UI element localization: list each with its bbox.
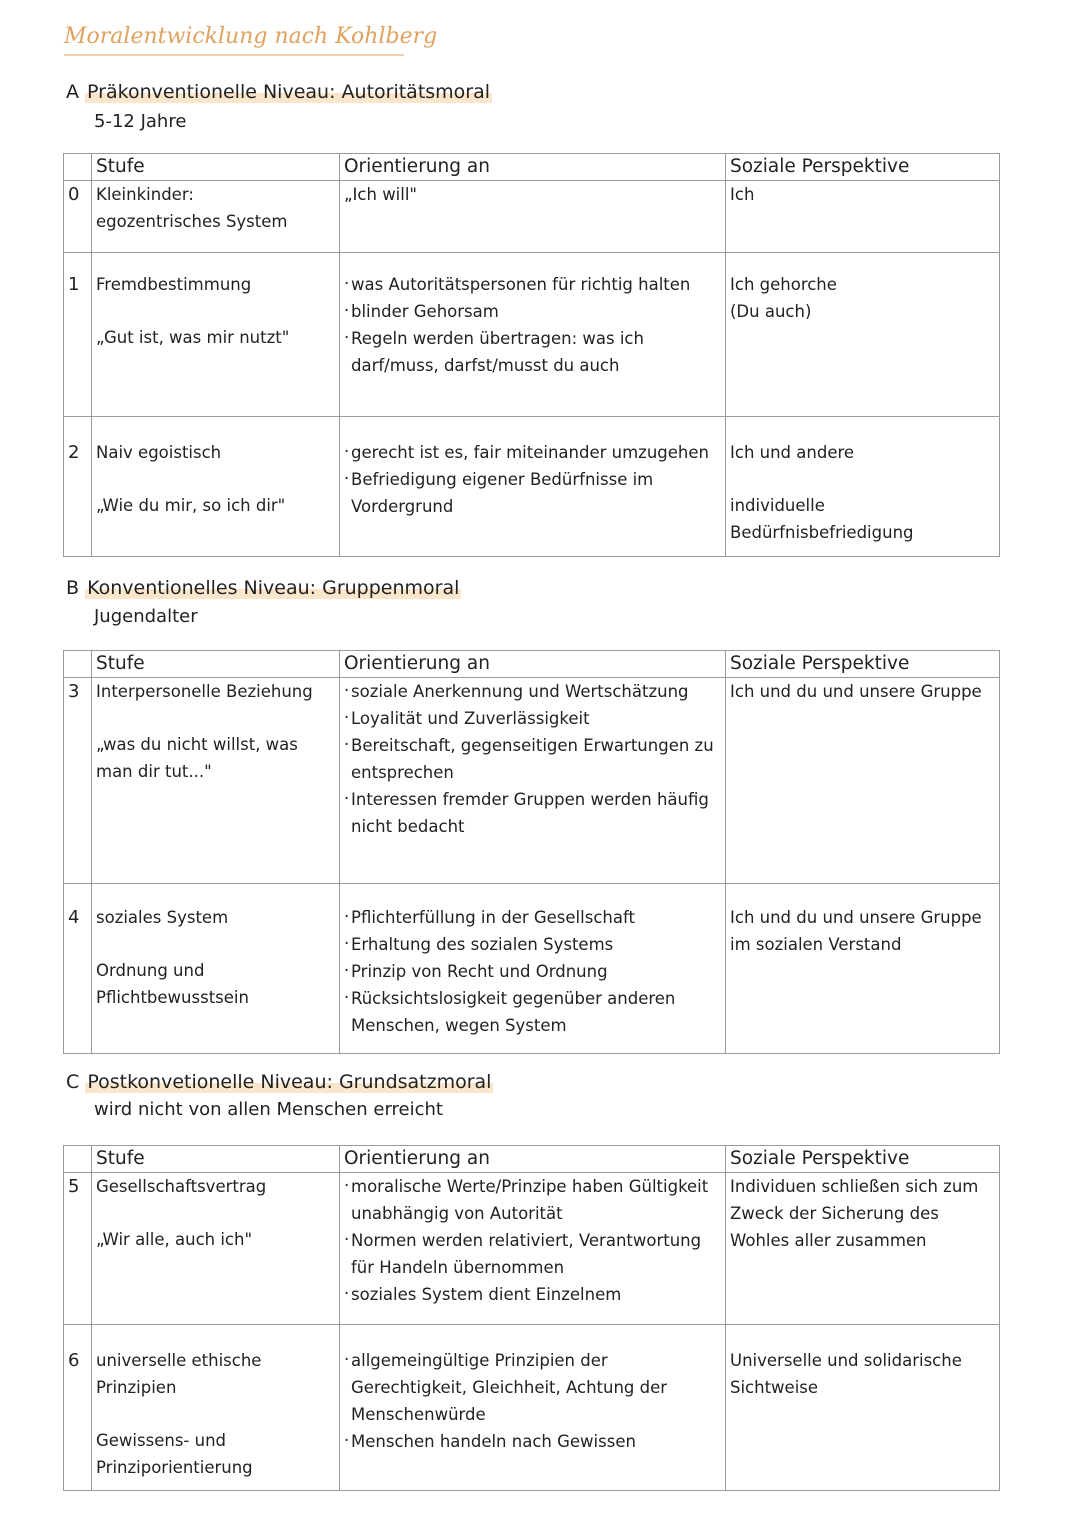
header-orientierung: Orientierung an xyxy=(340,154,726,181)
orientierung-cell xyxy=(340,417,726,557)
stufe-number: 4 xyxy=(64,884,92,1054)
table-row xyxy=(64,678,1000,884)
perspektive-cell xyxy=(726,253,1000,417)
level-a-heading xyxy=(66,78,492,106)
level-letter: C xyxy=(66,1071,80,1093)
perspektive-cell xyxy=(726,1173,1000,1325)
stufe-name: Interpersonelle Beziehung xyxy=(96,682,313,701)
header-stufe: Stufe xyxy=(92,651,340,678)
level-name: Präkonventionelle Niveau: Autoritätsmoral xyxy=(87,81,491,103)
table-level-b xyxy=(63,650,1000,1054)
orientierung-item: · Bereitschaft, gegenseitigen Erwartungen zu entsprechen xyxy=(344,732,721,786)
orientierung-item: · Pflichterfüllung in der Gesellschaft xyxy=(344,904,721,931)
orientierung-cell xyxy=(340,884,726,1054)
stufe-quote: „Wir alle, auch ich" xyxy=(96,1230,253,1249)
perspektive-text: Individuen schließen sich zum Zweck der Sicherung des Wohles aller zusammen xyxy=(730,1177,979,1250)
table-row xyxy=(64,181,1000,253)
table-header-row xyxy=(64,651,1000,678)
perspektive-cell xyxy=(726,884,1000,1054)
perspektive-text: Ich und andere xyxy=(730,443,855,462)
table-row xyxy=(64,884,1000,1054)
header-perspektive: Soziale Perspektive xyxy=(726,651,1000,678)
perspektive-text: (Du auch) xyxy=(730,302,812,321)
orientierung-item: · soziales System dient Einzelnem xyxy=(344,1281,721,1308)
orientierung-item: · Befriedigung eigener Bedürfnisse im Vordergrund xyxy=(344,466,721,520)
stufe-number: 2 xyxy=(64,417,92,557)
orientierung-item: · Normen werden relativiert, Verantwortung für Handeln übernommen xyxy=(344,1227,721,1281)
perspektive-cell xyxy=(726,181,1000,253)
orientierung-item: · Rücksichtslosigkeit gegenüber anderen Menschen, wegen System xyxy=(344,985,721,1039)
perspektive-cell xyxy=(726,1325,1000,1491)
perspektive-text: Ich gehorche xyxy=(730,275,837,294)
orientierung-item: · soziale Anerkennung und Wertschätzung xyxy=(344,678,721,705)
stufe-cell xyxy=(92,1173,340,1325)
table-header-row xyxy=(64,1146,1000,1173)
orientierung-cell xyxy=(340,253,726,417)
stufe-name: Gesellschaftsvertrag xyxy=(96,1177,267,1196)
orientierung-item: · Menschen handeln nach Gewissen xyxy=(344,1428,721,1455)
stufe-name: Naiv egoistisch xyxy=(96,443,222,462)
table-row xyxy=(64,253,1000,417)
header-num xyxy=(64,1146,92,1173)
stufe-number: 1 xyxy=(64,253,92,417)
table-level-a xyxy=(63,153,1000,557)
perspektive-text: Universelle und solidarische Sichtweise xyxy=(730,1351,962,1397)
level-letter: A xyxy=(66,81,79,103)
orientierung-cell xyxy=(340,1325,726,1491)
level-c-sub: wird nicht von allen Menschen erreicht xyxy=(94,1099,443,1120)
orientierung-cell xyxy=(340,181,726,253)
perspektive-text: Ich und du und unsere Gruppe xyxy=(730,682,982,701)
orientierung-item: · Regeln werden übertragen: was ich darf/muss, darfst/musst du auch xyxy=(344,325,721,379)
stufe-name: universelle ethische Prinzipien xyxy=(96,1351,262,1397)
perspektive-cell xyxy=(726,678,1000,884)
level-b-heading xyxy=(66,574,461,602)
stufe-quote: „Wie du mir, so ich dir" xyxy=(96,496,286,515)
header-stufe: Stufe xyxy=(92,1146,340,1173)
stufe-quote: „Gut ist, was mir nutzt" xyxy=(96,328,290,347)
orientierung-text: „Ich will" xyxy=(344,185,418,204)
perspektive-text: Ich xyxy=(730,185,755,204)
table-row xyxy=(64,1173,1000,1325)
level-c-heading xyxy=(66,1068,493,1096)
table-row xyxy=(64,1325,1000,1491)
level-a-sub: 5-12 Jahre xyxy=(94,111,187,132)
level-letter: B xyxy=(66,577,80,599)
stufe-cell xyxy=(92,181,340,253)
stufe-name: Fremdbestimmung xyxy=(96,275,252,294)
header-orientierung: Orientierung an xyxy=(340,651,726,678)
perspektive-text: individuelle Bedürfnisbefriedigung xyxy=(730,496,914,542)
stufe-quote: Ordnung und Pflichtbewusstsein xyxy=(96,961,249,1007)
stufe-quote: Gewissens- und Prinziporientierung xyxy=(96,1431,253,1477)
orientierung-item: · Prinzip von Recht und Ordnung xyxy=(344,958,721,985)
stufe-cell xyxy=(92,884,340,1054)
orientierung-item: · allgemeingültige Prinzipien der Gerechtigkeit, Gleichheit, Achtung der Menschenwürde xyxy=(344,1347,721,1428)
stufe-number: 6 xyxy=(64,1325,92,1491)
stufe-cell xyxy=(92,417,340,557)
level-b-sub: Jugendalter xyxy=(94,606,198,627)
orientierung-item: · Erhaltung des sozialen Systems xyxy=(344,931,721,958)
orientierung-cell xyxy=(340,678,726,884)
perspektive-cell xyxy=(726,417,1000,557)
orientierung-item: · Interessen fremder Gruppen werden häufig nicht bedacht xyxy=(344,786,721,840)
orientierung-item: · Loyalität und Zuverlässigkeit xyxy=(344,705,721,732)
stufe-cell xyxy=(92,1325,340,1491)
stufe-name-line2: egozentrisches System xyxy=(96,212,288,231)
table-level-c xyxy=(63,1145,1000,1491)
orientierung-item: · was Autoritätspersonen für richtig halten xyxy=(344,271,721,298)
stufe-number: 0 xyxy=(64,181,92,253)
orientierung-item: · moralische Werte/Prinzipe haben Gültigkeit unabhängig von Autorität xyxy=(344,1173,721,1227)
header-stufe: Stufe xyxy=(92,154,340,181)
header-perspektive: Soziale Perspektive xyxy=(726,1146,1000,1173)
stufe-number: 3 xyxy=(64,678,92,884)
table-header-row xyxy=(64,154,1000,181)
level-name: Postkonvetionelle Niveau: Grundsatzmoral xyxy=(87,1071,492,1093)
perspektive-text: Ich und du und unsere Gruppe im sozialen Verstand xyxy=(730,908,982,954)
level-name: Konventionelles Niveau: Gruppenmoral xyxy=(87,577,460,599)
stufe-cell xyxy=(92,678,340,884)
stufe-quote: „was du nicht willst, was man dir tut..." xyxy=(96,735,298,781)
stufe-name: soziales System xyxy=(96,908,229,927)
table-row xyxy=(64,417,1000,557)
title-underline xyxy=(64,54,404,56)
stufe-name: Kleinkinder: xyxy=(96,185,194,204)
page-title: Moralentwicklung nach Kohlberg xyxy=(64,24,438,49)
header-perspektive: Soziale Perspektive xyxy=(726,154,1000,181)
header-orientierung: Orientierung an xyxy=(340,1146,726,1173)
orientierung-item: · gerecht ist es, fair miteinander umzugehen xyxy=(344,439,721,466)
orientierung-cell xyxy=(340,1173,726,1325)
orientierung-item: · blinder Gehorsam xyxy=(344,298,721,325)
header-num xyxy=(64,154,92,181)
stufe-number: 5 xyxy=(64,1173,92,1325)
header-num xyxy=(64,651,92,678)
stufe-cell xyxy=(92,253,340,417)
